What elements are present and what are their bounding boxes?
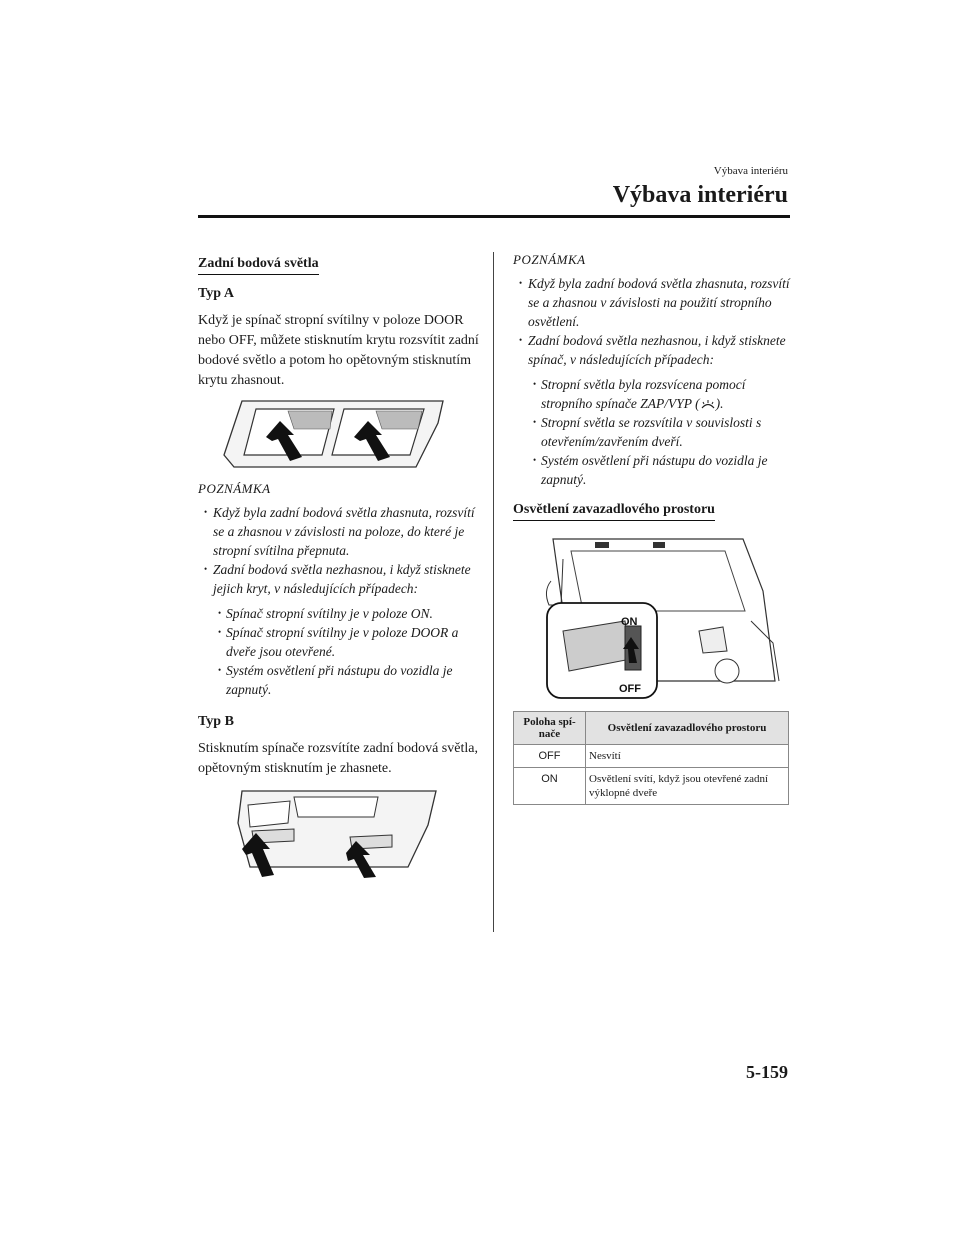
switch-label-off: OFF [619,683,641,695]
type-a-illustration [198,395,483,473]
cargo-light-illustration [513,531,790,701]
table-cell-description: Osvětlení svítí, když jsou otevřené zadní výklopné dveře [586,768,789,805]
note-sub-bullet: • Spínač stropní svítilny je v poloze ON. [198,604,483,623]
note-sub-bullet: • Systém osvětlení při nástupu do vozidla je zapnutý. [513,451,790,489]
table-header-position: Poloha spí-nače [514,712,586,745]
note-sub-bullet: • Stropní světla se rozsvítila v souvislosti s otevřením/zavřením dveří. [513,413,790,451]
page-number: 5-159 [746,1062,788,1082]
table-header-cargo-light: Osvětlení zavazadlového prostoru [586,712,789,745]
running-header-title: Výbava interiéru [612,182,788,208]
table-cell-description: Nesvítí [586,745,789,768]
subtitle-type-b: Typ B [198,714,234,729]
right-column [513,252,790,805]
running-header-small: Výbava interiéru [713,165,788,177]
type-b-paragraph: Stisknutím spínače rozsvítíte zadní bodová světla, opětovným stisknutím je zhasnete. [198,741,478,776]
note-heading: POZNÁMKA [513,252,586,267]
switch-label-on: ON [621,616,638,628]
table-row [514,745,789,768]
table-row [514,768,789,805]
note-bullet: • Když byla zadní bodová světla zhasnuta, rozsvítí se a zhasnou v závislosti na použití stropního osvětlení. [513,274,790,331]
table-cell-position: ON [514,768,586,805]
cargo-light-table [513,711,789,805]
table-cell-position: OFF [514,745,586,768]
note-bullet: • Zadní bodová světla nezhasnou, i když stisknete jejich kryt, v následujících případech: [198,560,483,598]
note-sub-bullet: • Spínač stropní svítilny je v poloze DOOR a dveře jsou otevřené. [198,623,483,661]
section-title-cargo-light: Osvětlení zavazadlového prostoru [513,501,715,521]
note-heading: POZNÁMKA [198,481,271,496]
note-sub-bullet: • Systém osvětlení při nástupu do vozidla je zapnutý. [198,661,483,699]
note-sub-bullet: • Stropní světla byla rozsvícena pomocí stropního spínače ZAP/VYP ( ). [513,375,790,413]
type-b-illustration [198,783,483,878]
header-rule [198,215,790,218]
column-divider [493,252,494,932]
left-column [198,254,483,878]
note-bullet: • Když byla zadní bodová světla zhasnuta, rozsvítí se a zhasnou v závislosti na poloze, do které je stropní svítilna přepnuta. [198,503,483,560]
note-bullet: • Zadní bodová světla nezhasnou, i když stisknete spínač, v následujících případech: [513,331,790,369]
subtitle-type-a: Typ A [198,286,234,301]
dome-light-switch-icon [700,400,716,410]
type-a-paragraph: Když je spínač stropní svítilny v poloze DOOR nebo OFF, můžete stisknutím krytu rozsvítit zadní bodové světlo a potom ho opětovným stisknutím krytu zhasnout. [198,313,479,388]
section-title-rear-spotlights: Zadní bodová světla [198,255,319,275]
